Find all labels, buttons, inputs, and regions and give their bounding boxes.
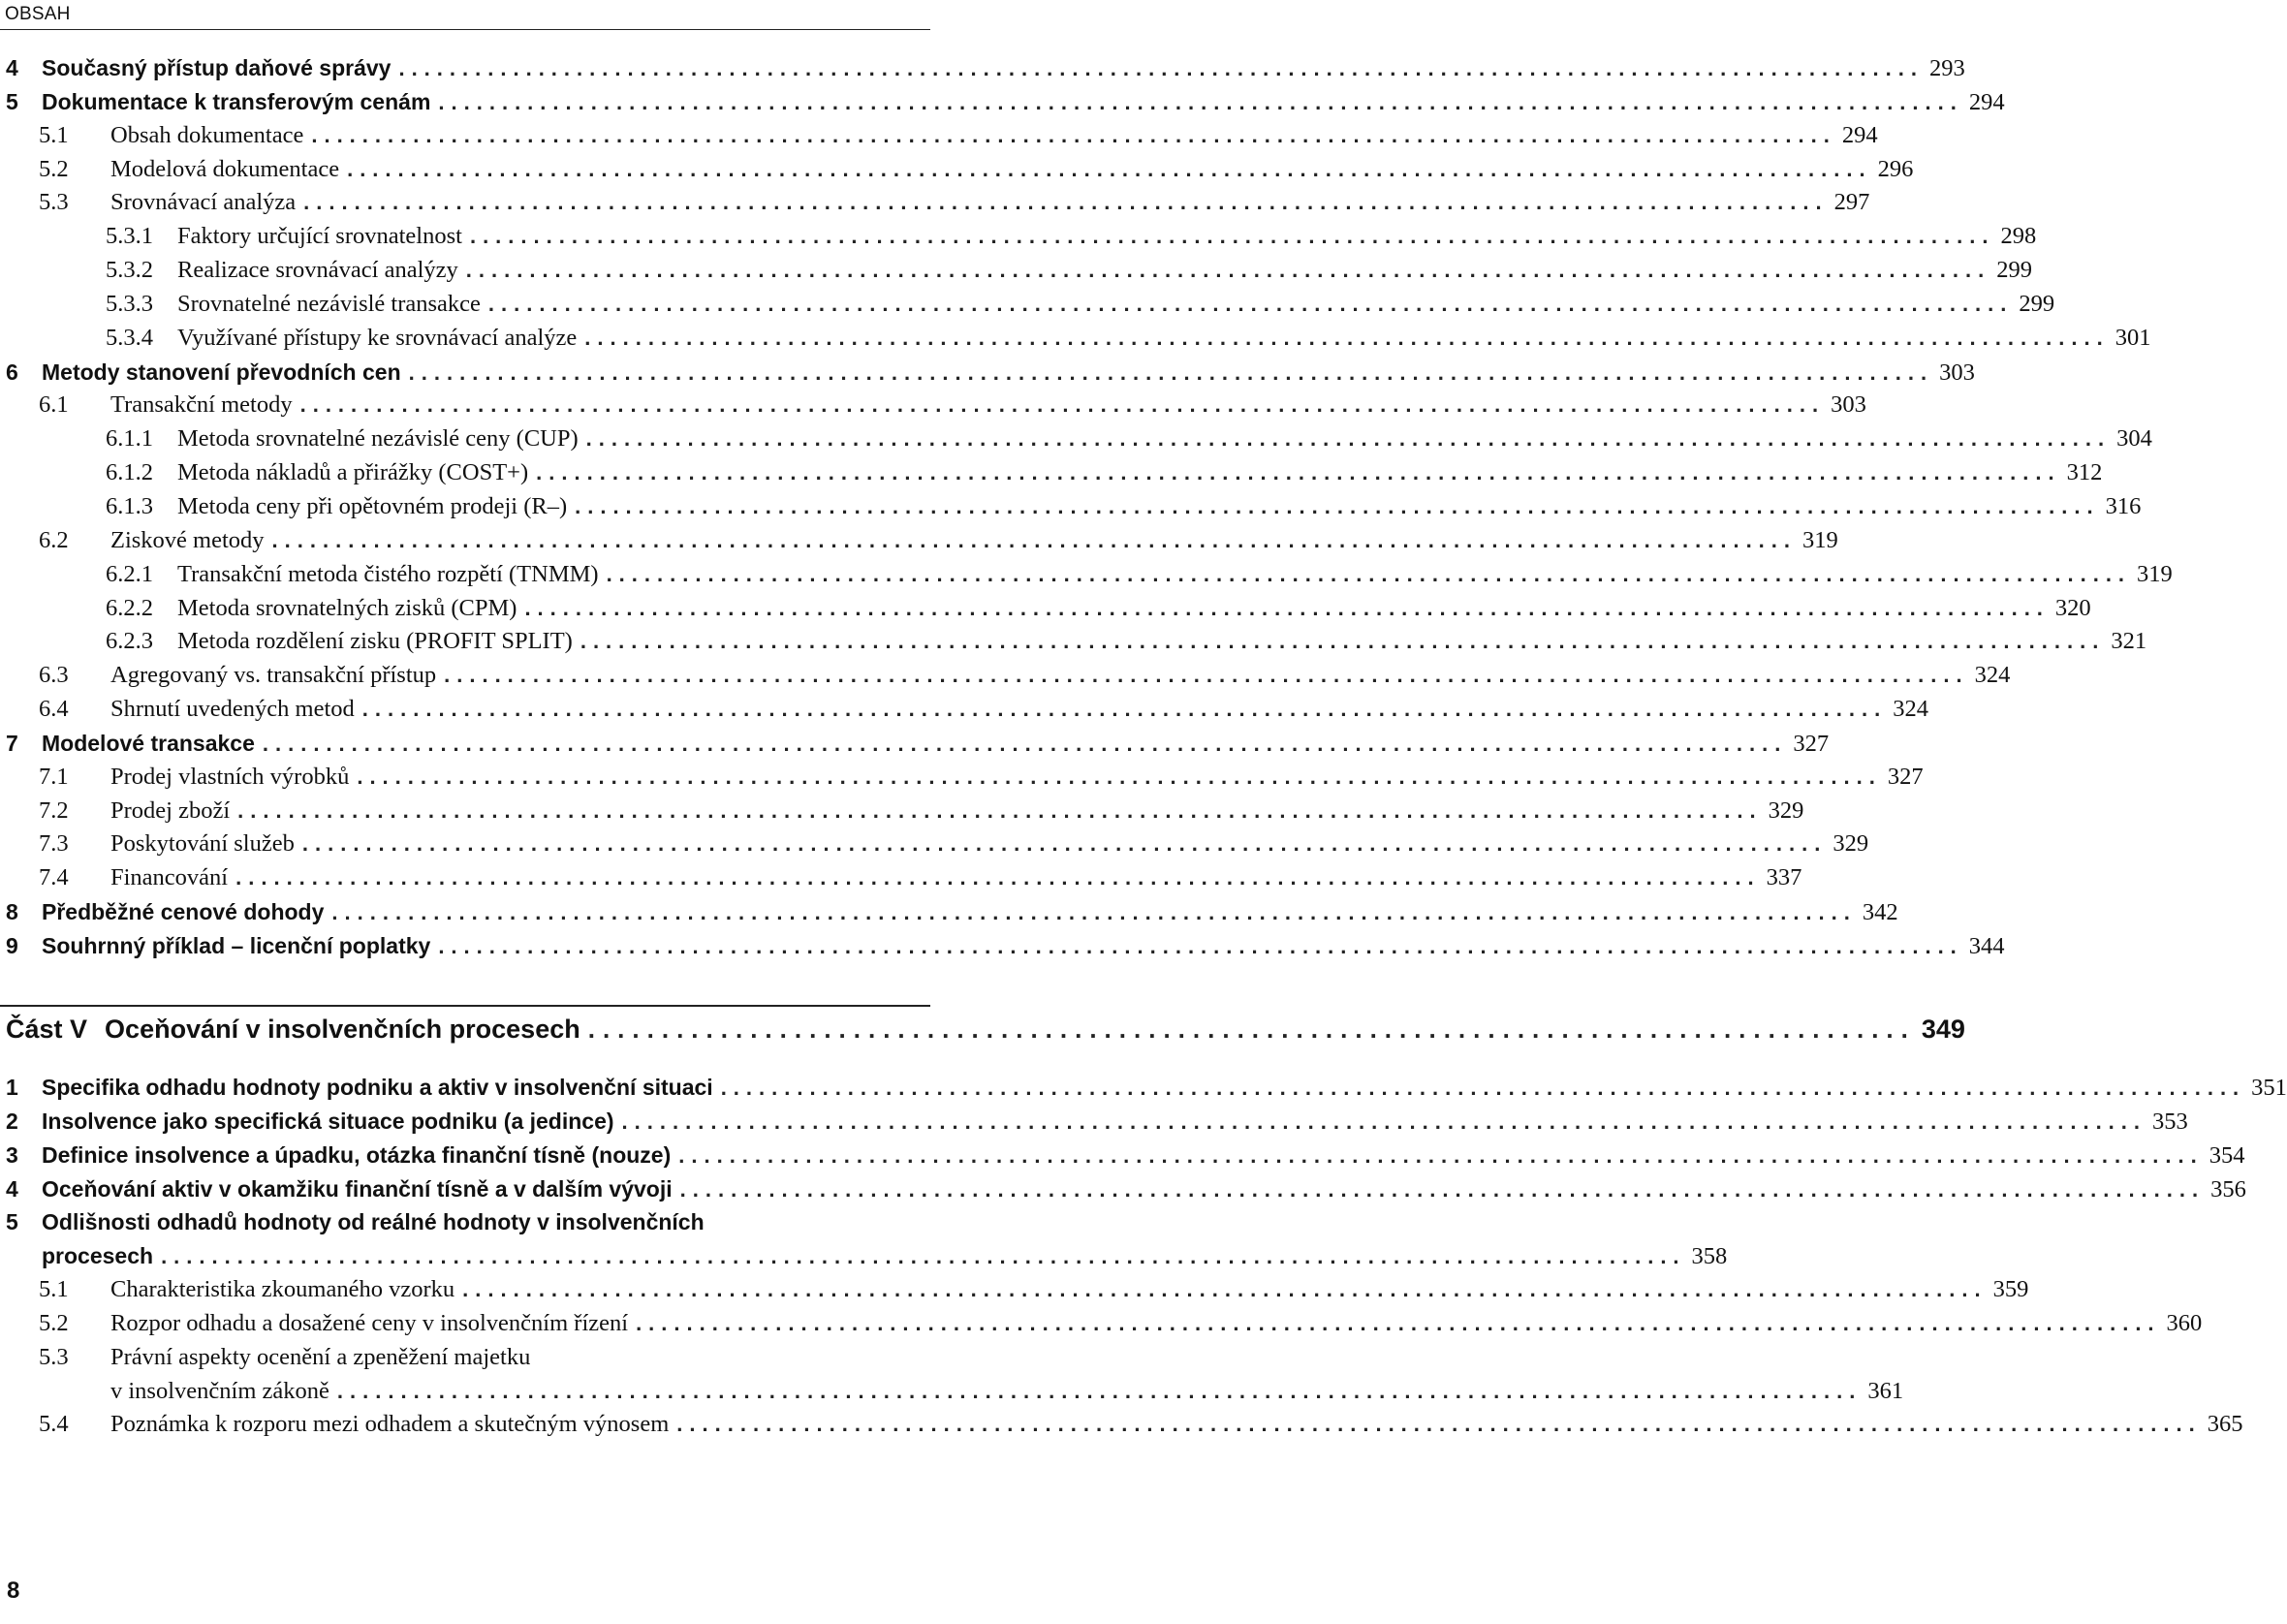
toc-entry-number: 5.3.1 bbox=[106, 223, 153, 250]
toc-entry-title: Ziskové metody bbox=[110, 526, 265, 553]
part-page-number: 349 bbox=[1921, 1015, 1965, 1044]
toc-entry-page: 358 bbox=[1691, 1243, 1728, 1270]
toc-entry-number: 7.2 bbox=[39, 796, 69, 824]
part-label: Část V bbox=[6, 1015, 88, 1044]
toc-entry[interactable] bbox=[0, 558, 2173, 592]
toc-entry-page: 327 bbox=[1887, 763, 1924, 790]
toc-entry[interactable] bbox=[0, 1307, 2203, 1341]
toc-entry-continuation[interactable] bbox=[0, 1239, 1728, 1273]
toc-entry-number: 5 bbox=[6, 1209, 18, 1235]
dot-leader: ........................................................................................................................ bbox=[606, 561, 2132, 586]
dot-leader: ........................................................................................................................ bbox=[161, 1244, 1686, 1269]
toc-entry-title: Využívané přístupy ke srovnávací analýze bbox=[177, 324, 578, 351]
toc-entry[interactable] bbox=[0, 1139, 2245, 1172]
toc-entry[interactable] bbox=[0, 1071, 2287, 1105]
toc-entry-page: 321 bbox=[2111, 628, 2147, 655]
toc-entry-page: 327 bbox=[1793, 730, 1830, 757]
dot-leader: ........................................................................................................................ bbox=[271, 527, 1798, 552]
toc-entry-number: 6.1.1 bbox=[106, 425, 153, 453]
dot-leader: ........................................................................................................................ bbox=[536, 460, 2061, 485]
toc-entry-title: Specifika odhadu hodnoty podniku a aktiv v insolvenční situaci bbox=[42, 1075, 713, 1100]
dot-leader: ........................................................................................................................ bbox=[336, 1378, 1863, 1403]
toc-entry-page: 319 bbox=[1802, 526, 1838, 553]
toc-entry-number: 5.4 bbox=[39, 1411, 69, 1438]
toc-entry-page: 299 bbox=[1996, 257, 2032, 284]
dot-leader: ........................................................................................................................ bbox=[301, 831, 1828, 857]
toc-entry-number: 6.2.3 bbox=[106, 628, 153, 655]
dot-leader: ........................................................................................................................ bbox=[636, 1310, 2161, 1335]
toc-entry-page: 298 bbox=[2000, 223, 2037, 250]
toc-entry[interactable] bbox=[0, 322, 2151, 356]
dot-leader: ........................................................................................................................ bbox=[580, 629, 2106, 654]
toc-entry-title: Prodej vlastních výrobků bbox=[110, 763, 350, 790]
toc-entry-title-continuation: procesech bbox=[42, 1243, 154, 1269]
dot-leader: ........................................................................................................................ bbox=[676, 1412, 2202, 1437]
toc-entry-number: 8 bbox=[6, 899, 18, 925]
toc-entry[interactable] bbox=[0, 1172, 2246, 1206]
toc-entry[interactable] bbox=[0, 1205, 930, 1239]
toc-entry-page: 316 bbox=[2105, 492, 2142, 519]
toc-entry-page: 356 bbox=[2210, 1175, 2246, 1202]
part-divider-rule bbox=[0, 1005, 930, 1007]
toc-entry-title: Odlišnosti odhadů hodnoty od reálné hodnoty v insolvenčních bbox=[42, 1209, 705, 1235]
toc-entry-page: 354 bbox=[2209, 1141, 2245, 1169]
dot-leader: ........................................................................................................................ bbox=[235, 865, 1761, 890]
toc-entry-number: 6.2.1 bbox=[106, 560, 153, 587]
dot-leader: ........................................................................................................................ bbox=[462, 1277, 1988, 1302]
toc-entry[interactable] bbox=[0, 422, 2152, 456]
toc-entry-page: 360 bbox=[2166, 1309, 2203, 1336]
toc-entry[interactable] bbox=[0, 51, 1965, 85]
toc-entry-title: Poskytování služeb bbox=[110, 830, 295, 858]
toc-entry-page: 301 bbox=[2115, 324, 2151, 351]
toc-entry-title: Předběžné cenové dohody bbox=[42, 899, 325, 925]
toc-entry[interactable] bbox=[0, 288, 2055, 322]
dot-leader: ........................................................................................................................ bbox=[299, 392, 1826, 418]
toc-entry-number: 5.3 bbox=[39, 1343, 69, 1370]
toc-entry-title: Insolvence jako specifická situace podniku (a jedince) bbox=[42, 1108, 614, 1134]
toc-entry-number: 7.1 bbox=[39, 763, 69, 790]
toc-entry[interactable] bbox=[0, 456, 2103, 490]
toc-entry-number: 6.2 bbox=[39, 526, 69, 553]
toc-entry-title: Metoda ceny při opětovném prodeji (R–) bbox=[177, 492, 568, 519]
toc-entry-title: Realizace srovnávací analýzy bbox=[177, 257, 458, 284]
dot-leader: ........................................................................................................................ bbox=[398, 56, 1924, 80]
toc-entry-title: Modelové transakce bbox=[42, 730, 255, 756]
toc-entry-title: Metoda srovnatelných zisků (CPM) bbox=[177, 594, 517, 621]
toc-section-transfer-pricing bbox=[0, 51, 2173, 963]
footer-page-number: 8 bbox=[7, 1577, 20, 1604]
toc-entry-page: 324 bbox=[1893, 696, 1928, 723]
dot-leader: ........................................................................................................................ bbox=[524, 595, 2050, 620]
toc-entry[interactable] bbox=[0, 1341, 930, 1375]
toc-entry-title: Shrnutí uvedených metod bbox=[110, 696, 355, 723]
toc-entry[interactable] bbox=[0, 727, 1830, 761]
toc-entry-page: 320 bbox=[2054, 594, 2091, 621]
toc-entry-number: 9 bbox=[6, 932, 18, 958]
toc-entry-title: Metody stanovení převodních cen bbox=[42, 359, 401, 385]
toc-entry-title: Prodej zboží bbox=[110, 796, 231, 824]
toc-entry-page: 359 bbox=[1992, 1276, 2029, 1303]
toc-entry-title: Právní aspekty ocenění a zpeněžení majetku bbox=[110, 1343, 531, 1370]
toc-entry-continuation[interactable] bbox=[0, 1375, 1904, 1409]
toc-entry[interactable] bbox=[0, 895, 1898, 929]
running-head: OBSAH bbox=[5, 4, 71, 24]
toc-entry-number: 4 bbox=[6, 1175, 18, 1202]
toc-entry-number: 5.3.3 bbox=[106, 290, 153, 317]
toc-entry-number: 6.1.2 bbox=[106, 459, 153, 486]
toc-entry-title: Současný přístup daňové správy bbox=[42, 55, 392, 80]
toc-entry-number: 1 bbox=[6, 1075, 18, 1100]
dot-leader: ........................................................................................................................ bbox=[584, 325, 2110, 350]
toc-entry[interactable] bbox=[0, 524, 1838, 558]
toc-entry-title: Transakční metody bbox=[110, 391, 293, 419]
toc-entry[interactable] bbox=[0, 795, 1804, 828]
toc-entry-title: Souhrnný příklad – licenční poplatky bbox=[42, 932, 431, 958]
dot-leader: ........................................................................................................................ bbox=[311, 122, 1836, 147]
toc-entry-page: 294 bbox=[1968, 88, 2005, 115]
toc-entry[interactable] bbox=[0, 220, 2037, 254]
toc-entry-title: Metoda srovnatelné nezávislé ceny (CUP) bbox=[177, 425, 579, 453]
dot-leader: ........................................................................................................................ bbox=[347, 156, 1872, 181]
toc-entry-page: 342 bbox=[1862, 899, 1898, 926]
toc-entry-number: 7.3 bbox=[39, 830, 69, 858]
toc-entry[interactable] bbox=[0, 356, 1975, 390]
toc-entry-page: 296 bbox=[1877, 155, 1914, 182]
toc-entry-page: 337 bbox=[1766, 864, 1802, 891]
header-rule bbox=[0, 29, 930, 30]
toc-entry-title: Metoda rozdělení zisku (PROFIT SPLIT) bbox=[177, 628, 573, 655]
toc-entry-page: 324 bbox=[1974, 662, 2011, 689]
toc-entry-number: 5.1 bbox=[39, 1276, 69, 1303]
toc-entry-title: Charakteristika zkoumaného vzorku bbox=[110, 1276, 455, 1303]
toc-entry[interactable] bbox=[0, 389, 1866, 422]
toc-entry-title: Faktory určující srovnatelnost bbox=[177, 223, 462, 250]
dot-leader: ........................................................................................................................ bbox=[438, 89, 1963, 114]
toc-entry[interactable] bbox=[0, 186, 1870, 220]
toc-entry-number: 7.4 bbox=[39, 864, 69, 891]
toc-entry-title: Rozpor odhadu a dosažené ceny v insolvenčním řízení bbox=[110, 1309, 629, 1336]
toc-entry-number: 2 bbox=[6, 1108, 18, 1134]
dot-leader: ........................................................................................................................ bbox=[331, 900, 1857, 925]
dot-leader: ........................................................................................................................ bbox=[262, 731, 1788, 756]
toc-entry-title: Srovnatelné nezávislé transakce bbox=[177, 290, 481, 317]
toc-entry-title: Financování bbox=[110, 864, 229, 891]
dot-leader: ........................................................................................................................ bbox=[357, 764, 1882, 789]
toc-entry-page: 344 bbox=[1968, 932, 2005, 959]
toc-entry-page: 329 bbox=[1768, 796, 1804, 824]
toc-entry-title: Srovnávací analýza bbox=[110, 189, 297, 216]
toc-entry-page: 319 bbox=[2137, 560, 2173, 587]
toc-entry-page: 361 bbox=[1867, 1377, 1904, 1404]
toc-entry[interactable] bbox=[0, 625, 2147, 659]
toc-entry-title: Agregovaný vs. transakční přístup bbox=[110, 662, 437, 689]
toc-entry[interactable] bbox=[0, 254, 2032, 288]
toc-entry[interactable] bbox=[0, 592, 2091, 626]
toc-entry-page: 351 bbox=[2251, 1075, 2287, 1101]
dot-leader: .......................................................................................... bbox=[587, 1015, 1916, 1044]
toc-entry-number: 5.3 bbox=[39, 189, 69, 216]
dot-leader: ........................................................................................................................ bbox=[469, 224, 1995, 249]
toc-entry-title: Dokumentace k transferovým cenám bbox=[42, 88, 431, 114]
toc-entry[interactable] bbox=[0, 659, 2011, 693]
dot-leader: ........................................................................................................................ bbox=[575, 493, 2100, 518]
toc-entry[interactable] bbox=[0, 761, 1924, 795]
toc-entry-page: 329 bbox=[1833, 830, 1869, 858]
toc-entry-number: 7 bbox=[6, 730, 18, 756]
toc-entry-number: 6.3 bbox=[39, 662, 69, 689]
toc-entry-title: Obsah dokumentace bbox=[110, 121, 304, 148]
dot-leader: ........................................................................................................................ bbox=[408, 359, 1934, 385]
toc-entry[interactable] bbox=[0, 490, 2142, 524]
part-title: Oceňování v insolvenčních procesech bbox=[105, 1015, 580, 1044]
toc-entry[interactable] bbox=[0, 1408, 2243, 1442]
toc-entry-number: 6.1 bbox=[39, 391, 69, 419]
toc-entry-page: 303 bbox=[1831, 391, 1866, 419]
toc-entry[interactable] bbox=[0, 1273, 2029, 1307]
toc-entry-page: 299 bbox=[2019, 290, 2055, 317]
toc-entry-title: Definice insolvence a úpadku, otázka finanční tísně (nouze) bbox=[42, 1141, 672, 1168]
toc-entry-page: 304 bbox=[2116, 425, 2152, 453]
dot-leader: ........................................................................................................................ bbox=[361, 697, 1888, 722]
toc-entry-number: 5.1 bbox=[39, 121, 69, 148]
toc-entry-title: Poznámka k rozporu mezi odhadem a skutečným výnosem bbox=[110, 1411, 670, 1438]
dot-leader: ........................................................................................................................ bbox=[303, 190, 1829, 215]
toc-entry-page: 303 bbox=[1939, 359, 1975, 386]
toc-entry[interactable] bbox=[0, 1105, 2188, 1139]
toc-part-heading[interactable] bbox=[0, 1008, 1965, 1050]
toc-entry-number: 6.4 bbox=[39, 696, 69, 723]
dot-leader: ........................................................................................................................ bbox=[678, 1142, 2204, 1168]
toc-entry-number: 6.1.3 bbox=[106, 492, 153, 519]
toc-entry[interactable] bbox=[0, 861, 1802, 895]
toc-entry-page: 297 bbox=[1833, 189, 1870, 216]
toc-entry-page: 353 bbox=[2152, 1108, 2188, 1135]
toc-entry-title: Oceňování aktiv v okamžiku finanční tísně a v dalším vývoji bbox=[42, 1175, 673, 1202]
toc-entry-number: 5.2 bbox=[39, 155, 69, 182]
toc-entry-number: 6 bbox=[6, 359, 18, 385]
toc-entry-page: 365 bbox=[2207, 1411, 2243, 1438]
dot-leader: ........................................................................................................................ bbox=[621, 1109, 2147, 1134]
dot-leader: ........................................................................................................................ bbox=[237, 797, 1763, 823]
toc-entry-number: 5 bbox=[6, 88, 18, 114]
dot-leader: ........................................................................................................................ bbox=[679, 1176, 2206, 1202]
toc-entry-page: 294 bbox=[1841, 121, 1878, 148]
toc-entry[interactable] bbox=[0, 85, 2005, 119]
toc-entry-title: Transakční metoda čistého rozpětí (TNMM) bbox=[177, 560, 599, 587]
toc-entry-title: Metoda nákladů a přirážky (COST+) bbox=[177, 459, 529, 486]
dot-leader: ........................................................................................................................ bbox=[438, 933, 1963, 958]
toc-entry-page: 312 bbox=[2066, 459, 2103, 486]
toc-entry[interactable] bbox=[0, 828, 1869, 861]
toc-entry-number: 3 bbox=[6, 1141, 18, 1168]
toc-entry[interactable] bbox=[0, 153, 1914, 187]
dot-leader: ........................................................................................................................ bbox=[444, 663, 1969, 688]
dot-leader: ........................................................................................................................ bbox=[487, 291, 2014, 316]
toc-entry-title-continuation: v insolvenčním zákoně bbox=[110, 1377, 329, 1404]
dot-leader: ........................................................................................................................ bbox=[720, 1076, 2246, 1100]
toc-entry[interactable] bbox=[0, 119, 1878, 153]
toc-entry-number: 4 bbox=[6, 55, 18, 80]
dot-leader: ........................................................................................................................ bbox=[465, 258, 1991, 283]
toc-entry-number: 5.3.4 bbox=[106, 324, 153, 351]
toc-entry-title: Modelová dokumentace bbox=[110, 155, 340, 182]
toc-entry[interactable] bbox=[0, 929, 2005, 963]
toc-entry-number: 5.2 bbox=[39, 1309, 69, 1336]
toc-entry[interactable] bbox=[0, 693, 1928, 727]
toc-entry-number: 6.2.2 bbox=[106, 594, 153, 621]
toc-entry-page: 293 bbox=[1928, 55, 1965, 81]
dot-leader: ........................................................................................................................ bbox=[585, 426, 2112, 452]
toc-section-insolvency bbox=[0, 1071, 2287, 1442]
toc-entry-number: 5.3.2 bbox=[106, 257, 153, 284]
